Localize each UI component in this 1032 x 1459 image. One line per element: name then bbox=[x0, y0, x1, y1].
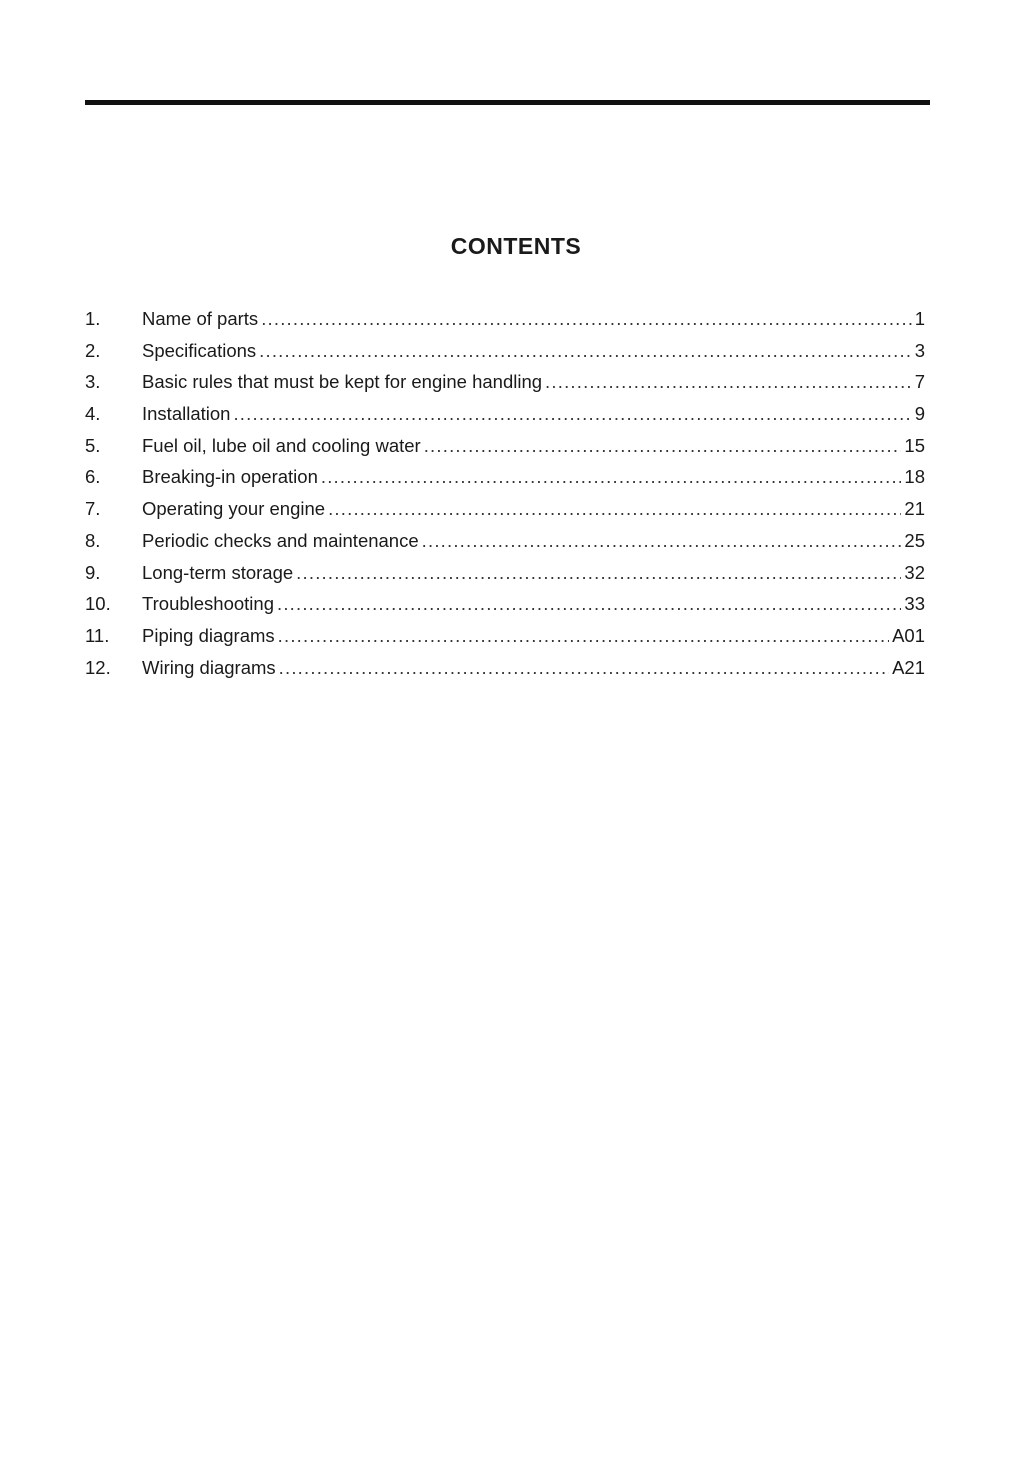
toc-page-number: 9 bbox=[914, 403, 925, 425]
toc-number: 7. bbox=[85, 498, 101, 520]
toc-number: 9. bbox=[85, 561, 101, 583]
dot-leader bbox=[278, 625, 889, 647]
toc-entry[interactable] bbox=[85, 625, 925, 657]
toc-entry[interactable] bbox=[85, 403, 925, 435]
dot-leader bbox=[328, 498, 901, 520]
toc-title: Installation bbox=[142, 403, 231, 425]
toc-page-number: 25 bbox=[904, 529, 925, 551]
toc-number: 5. bbox=[85, 434, 101, 456]
dot-leader bbox=[259, 340, 912, 362]
dot-leader bbox=[233, 403, 911, 425]
toc-title: Specifications bbox=[142, 339, 257, 361]
dot-leader bbox=[296, 562, 901, 584]
toc-page-number: 33 bbox=[904, 593, 925, 615]
toc-entry[interactable] bbox=[85, 530, 925, 562]
toc-title: Name of parts bbox=[142, 308, 259, 329]
toc-entry[interactable] bbox=[85, 308, 925, 340]
toc-entry[interactable] bbox=[85, 466, 925, 498]
dot-leader bbox=[279, 657, 889, 679]
toc-title: Breaking-in operation bbox=[142, 466, 318, 488]
toc-page-number: 3 bbox=[914, 339, 925, 361]
toc-page-number: 7 bbox=[914, 371, 925, 393]
toc-number: 3. bbox=[85, 371, 101, 393]
dot-leader bbox=[321, 466, 902, 488]
toc-page-number: A21 bbox=[892, 656, 925, 678]
toc-number: 12. bbox=[85, 656, 111, 678]
toc-entry[interactable] bbox=[85, 562, 925, 594]
toc-page-number: A01 bbox=[892, 624, 925, 646]
toc-number: 2. bbox=[85, 339, 101, 361]
dot-leader bbox=[261, 308, 912, 330]
toc-title: Periodic checks and maintenance bbox=[142, 529, 419, 551]
toc-entry[interactable] bbox=[85, 498, 925, 530]
toc-page-number: 15 bbox=[904, 434, 925, 456]
toc-title: Basic rules that must be kept for engine handling bbox=[142, 371, 543, 393]
toc-number: 1. bbox=[85, 308, 101, 329]
toc-entry[interactable] bbox=[85, 593, 925, 625]
toc-entry[interactable] bbox=[85, 340, 925, 372]
dot-leader bbox=[422, 530, 902, 552]
header-rule bbox=[85, 100, 930, 105]
toc-page-number: 32 bbox=[904, 561, 925, 583]
toc-title: Operating your engine bbox=[142, 498, 326, 520]
toc-number: 8. bbox=[85, 529, 101, 551]
toc-number: 10. bbox=[85, 593, 111, 615]
toc-title: Troubleshooting bbox=[142, 593, 274, 615]
toc-page-number: 21 bbox=[904, 498, 925, 520]
toc-number: 11. bbox=[85, 624, 110, 646]
dot-leader bbox=[545, 371, 912, 393]
dot-leader bbox=[277, 593, 901, 615]
toc-page-number: 1 bbox=[914, 308, 925, 329]
dot-leader bbox=[424, 435, 902, 457]
toc-number: 6. bbox=[85, 466, 101, 488]
toc-page-number: 18 bbox=[904, 466, 925, 488]
toc-number: 4. bbox=[85, 403, 101, 425]
toc-entry[interactable] bbox=[85, 371, 925, 403]
toc-title: Wiring diagrams bbox=[142, 656, 276, 678]
toc-entry[interactable] bbox=[85, 657, 925, 689]
toc-entry[interactable] bbox=[85, 435, 925, 467]
toc-title: Fuel oil, lube oil and cooling water bbox=[142, 434, 421, 456]
toc-title: Piping diagrams bbox=[142, 624, 275, 646]
table-of-contents bbox=[85, 308, 925, 688]
page-title: CONTENTS bbox=[450, 233, 582, 260]
toc-title: Long-term storage bbox=[142, 561, 294, 583]
